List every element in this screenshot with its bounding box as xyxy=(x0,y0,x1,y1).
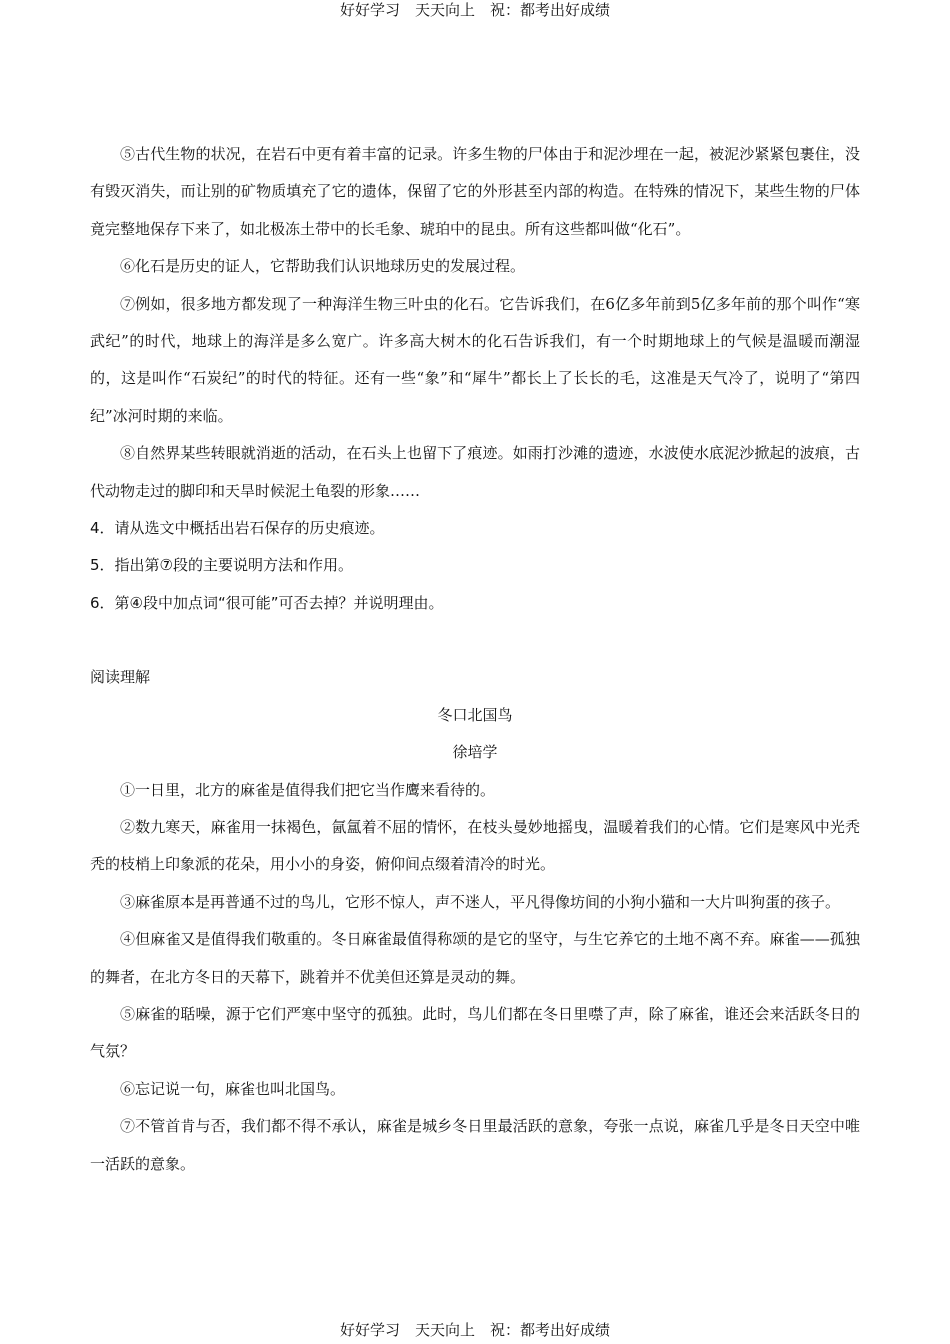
article-paragraph-4: ④但麻雀又是值得我们敬重的。冬日麻雀最值得称颂的是它的坚守，与生它养它的土地不离不弃。麻雀——孤独的舞者，在北方冬日的天幕下，跳着并不优美但还算是灵动的舞。 xyxy=(90,930,860,986)
passage1-paragraph-5: ⑤古代生物的状况，在岩石中更有着丰富的记录。许多生物的尸体由于和泥沙埋在一起，被泥沙紧紧包裹住，没有毁灭消失，而让别的矿物质填充了它的遗体，保留了它的外形甚至内部的构造。在特殊的情况下，某些生物的尸体竟完整地保存下来了，如北极冻土带中的长毛象、琥珀中的昆虫。所有这些都叫做“化石”。 xyxy=(90,145,860,238)
document-content xyxy=(90,136,860,1183)
article-paragraph-7: ⑦不管首肯与否，我们都不得不承认，麻雀是城乡冬日里最活跃的意象，夸张一点说，麻雀几乎是冬日天空中唯一活跃的意象。 xyxy=(90,1117,860,1173)
passage1-paragraph-6: ⑥化石是历史的证人，它帮助我们认识地球历史的发展过程。 xyxy=(120,257,526,276)
article-title: 冬口北国鸟 xyxy=(437,705,513,724)
question-6: 6．第④段中加点词“很可能”可否去掉？并说明理由。 xyxy=(90,593,444,612)
article-paragraph-6: ⑥忘记说一句，麻雀也叫北国鸟。 xyxy=(120,1079,346,1098)
passage1-paragraph-7: ⑦例如，很多地方都发现了一种海洋生物三叶虫的化石。它告诉我们，在6亿多年前到5亿多年前的那个叫作“寒武纪”的时代，地球上的海洋是多么宽广。许多高大树木的化石告诉我们，有一个时期地球上的气候是温暖而潮湿的，这是叫作“石炭纪”的时代的特征。还有一些“象”和“犀牛”都长上了长长的毛，这准是天气冷了，说明了“第四纪”冰河时期的来临。 xyxy=(90,294,860,425)
question-4: 4．请从选文中概括出岩石保存的历史痕迹。 xyxy=(90,519,385,538)
article-author: 徐培学 xyxy=(452,743,498,762)
question-5: 5．指出第⑦段的主要说明方法和作用。 xyxy=(90,556,353,575)
section-label: 阅读理解 xyxy=(90,668,151,687)
article-paragraph-1: ①一日里，北方的麻雀是值得我们把它当作鹰来看待的。 xyxy=(120,780,496,799)
article-paragraph-3: ③麻雀原本是再普通不过的鸟儿，它形不惊人，声不迷人，平凡得像坊间的小狗小猫和一大片叫狗蛋的孩子。 xyxy=(120,892,841,911)
page-header: 好好学习 天天向上 祝：都考出好成绩 xyxy=(339,1,610,19)
passage1-paragraph-8: ⑧自然界某些转眼就消逝的活动，在石头上也留下了痕迹。如雨打沙滩的遗迹，水波使水底泥沙掀起的波痕，古代动物走过的脚印和天旱时候泥土龟裂的形象…… xyxy=(90,444,860,500)
article-paragraph-5: ⑤麻雀的聒噪，源于它们严寒中坚守的孤独。此时，鸟儿们都在冬日里噤了声，除了麻雀，谁还会来活跃冬日的气氛？ xyxy=(90,1004,860,1061)
article-paragraph-2: ②数九寒天，麻雀用一抹褐色，氤氲着不屈的情怀，在枝头曼妙地摇曳，温暖着我们的心情。它们是寒风中光秃秃的枝梢上印象派的花朵，用小小的身姿，俯仰间点缀着清冷的时光。 xyxy=(90,817,860,874)
page-footer: 好好学习 天天向上 祝：都考出好成绩 xyxy=(339,1321,610,1339)
